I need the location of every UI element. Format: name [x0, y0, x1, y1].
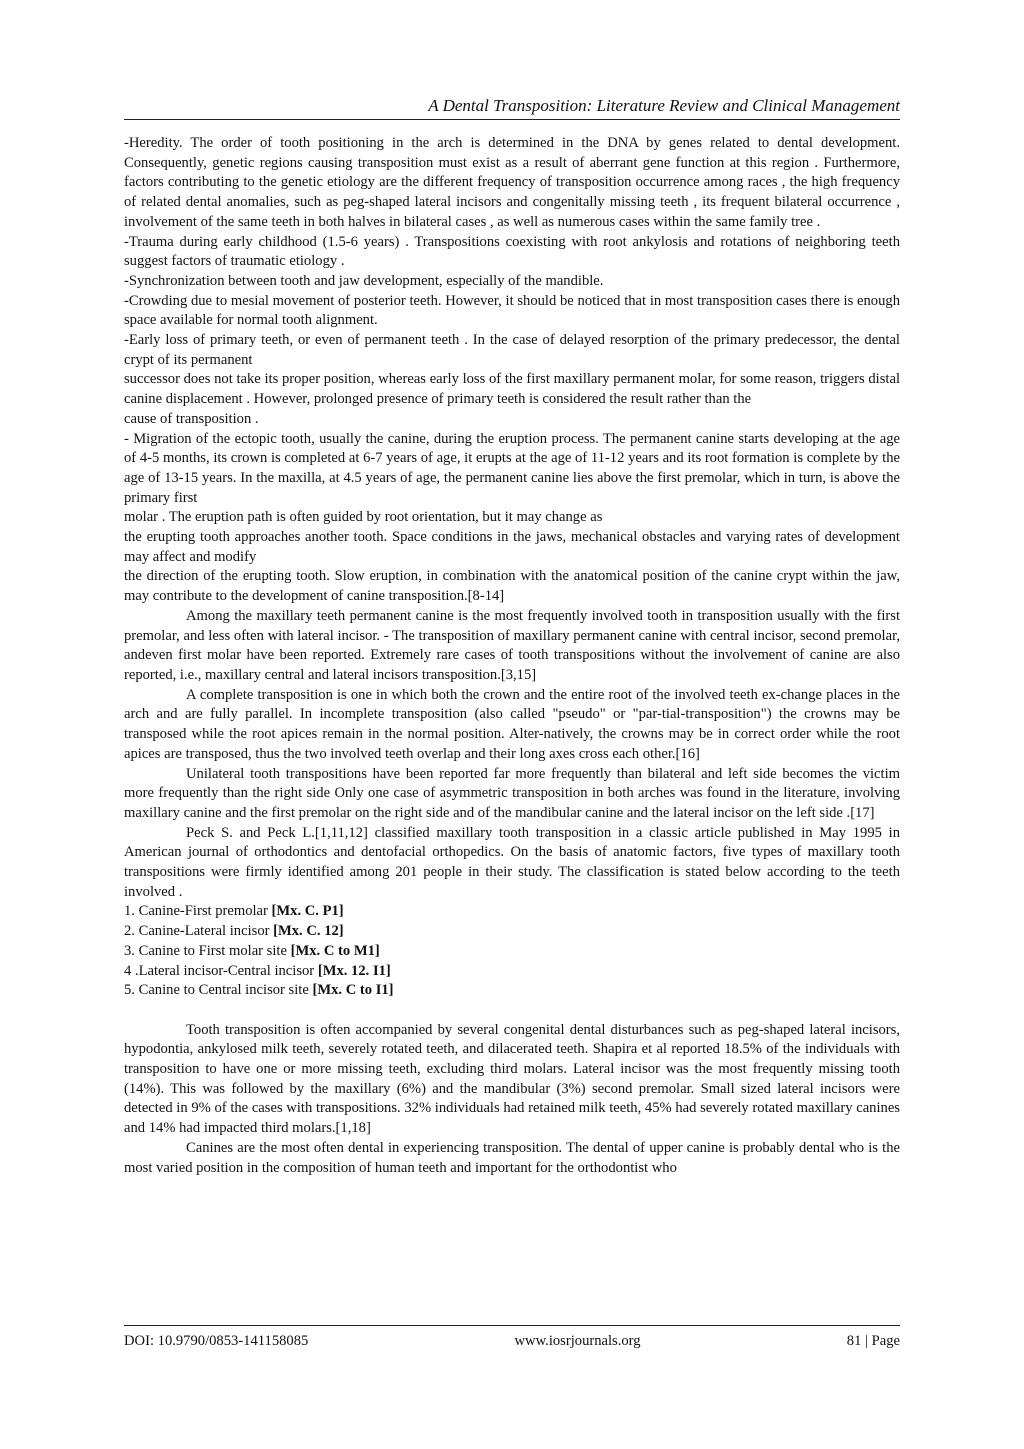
list-item-text: 4 .Lateral incisor-Central incisor [124, 962, 318, 979]
list-item-text: 5. Canine to Central incisor site [124, 982, 313, 999]
list-item-text: 2. Canine-Lateral incisor [124, 923, 274, 940]
list-item [124, 981, 900, 1001]
list-item-code: [Mx. 12. I1] [317, 962, 391, 979]
paragraph-migration-d: the direction of the erupting tooth. Slow eruption, in combination with the anatomical position of the canine crypt within the jaw, may contribute to the development of canine transposition.[8-14] [124, 568, 900, 605]
list-item-code: [Mx. C. 12] [273, 923, 344, 940]
paragraph-heredity: -Heredity. The order of tooth positioning in the arch is determined in the DNA by genes related to dental development. Consequently, genetic regions causing transposition must exist as a result of aberrant gene function at this region . Furthermore, factors contributing to the genetic etiology are the different frequency of transposition occurrence among races , the high frequency of related dental anomalies, such as peg-shaped lateral incisors and congenitally missing teeth , its frequent bilateral occurrence , involvement of the same teeth in both halves in bilateral cases , as well as numerous cases within the same family tree . [124, 135, 900, 230]
classification-list [124, 902, 900, 1001]
footer-page-number: 81 | Page [846, 1333, 900, 1349]
paragraph-congenital-disturbances: Tooth transposition is often accompanied by several congenital dental disturbances such as peg-shaped lateral incisors, hypodontia, ankylosed milk teeth, severely rotated teeth, and dilacerated teeth. Shapira et al reported 18.5% of the individuals with transposition to have one or more missing teeth, excluding third molars. Lateral incisor was the most frequently missing tooth (14%). This was followed by the maxillary (6%) and the mandibular (3%) second premolar. Small sized lateral incisors were detected in 9% of the cases with transpositions. 32% individuals had retained milk teeth, 45% had severely rotated maxillary canines and 14% had impacted third molars.[1,18] [124, 1021, 900, 1137]
paragraph-peck-classification: Peck S. and Peck L.[1,11,12] classified maxillary tooth transposition in a classic article published in May 1995 in American journal of orthodontics and dentofacial orthopedics. On the basis of anatomic factors, five types of maxillary tooth transpositions were firmly identified among 201 people in their study. The classification is stated below according to the teeth involved . [124, 824, 900, 900]
paragraph-complete-transposition: A complete transposition is one in which both the crown and the entire root of the involved teeth ex-change places in the arch and are fully parallel. In incomplete transposition (also called "pseudo" or "par-tial-transposition") the crowns may be transposed while the root apices remain in the normal position. Alter-natively, the crowns may be in correct order while the root apices are transposed, thus the two involved teeth overlap and their long axes cross each other.[16] [124, 686, 900, 762]
paragraph-migration-b: molar . The eruption path is often guided by root orientation, but it may change as [124, 509, 603, 526]
paragraph-early-loss-a: -Early loss of primary teeth, or even of permanent teeth . In the case of delayed resorption of the primary predecessor, the dental crypt of its permanent [124, 332, 900, 368]
blank-line [124, 1001, 900, 1021]
list-item-code: [Mx. C. P1] [271, 903, 344, 920]
paragraph-synchronization: -Synchronization between tooth and jaw development, especially of the mandible. [124, 272, 604, 289]
list-item [124, 942, 900, 962]
page [124, 96, 900, 1178]
running-header: A Dental Transposition: Literature Review and Clinical Management [124, 96, 900, 120]
paragraph-canines: Canines are the most often dental in experiencing transposition. The dental of upper canine is probably dental who is the most varied position in the composition of human teeth and important for the orthodontist who [124, 1139, 900, 1176]
list-item-code: [Mx. C to M1] [290, 942, 380, 959]
paragraph-crowding: -Crowding due to mesial movement of posterior teeth. However, it should be noticed that in most transposition cases there is enough space available for normal tooth alignment. [124, 292, 900, 329]
footer-doi: DOI: 10.9790/0853-141158085 [124, 1333, 309, 1349]
footer-website: www.iosrjournals.org [514, 1333, 641, 1349]
paragraph-early-loss-c: cause of transposition . [124, 410, 259, 427]
article-body [124, 134, 900, 1178]
paragraph-migration-c: the erupting tooth approaches another tooth. Space conditions in the jaws, mechanical obstacles and varying rates of development may affect and modify [124, 529, 900, 565]
list-item-text: 1. Canine-First premolar [124, 903, 272, 920]
paragraph-trauma: -Trauma during early childhood (1.5-6 years) . Transpositions coexisting with root ankylosis and rotations of neighboring teeth suggest factors of traumatic etiology . [124, 233, 900, 270]
list-item-text: 3. Canine to First molar site [124, 942, 291, 959]
list-item-code: [Mx. C to I1] [312, 982, 394, 999]
paragraph-early-loss-b: successor does not take its proper position, whereas early loss of the first maxillary permanent molar, for some reason, triggers distal canine displacement . However, prolonged presence of primary teeth is considered the result rather than the [124, 371, 900, 408]
list-item [124, 902, 900, 922]
page-footer [124, 1325, 900, 1350]
paragraph-maxillary-teeth: Among the maxillary teeth permanent canine is the most frequently involved tooth in transposition usually with the first premolar, and less often with lateral incisor. - The transposition of maxillary permanent canine with central incisor, second premolar, andeven first molar have been reported. Extremely rare cases of tooth transpositions without the involvement of canine are also reported, i.e., maxillary central and lateral incisors transposition.[3,15] [124, 607, 900, 683]
paragraph-unilateral: Unilateral tooth transpositions have been reported far more frequently than bilateral and left side becomes the victim more frequently than the right side Only one case of asymmetric transposition in both arches was found in the literature, involving maxillary canine and the first premolar on the right side and of the mandibular canine and the lateral incisor on the left side .[17] [124, 765, 900, 821]
paragraph-migration-a: - Migration of the ectopic tooth, usually the canine, during the eruption process. The permanent canine starts developing at the age of 4-5 months, its crown is completed at 6-7 years of age, it erupts at the age of 11-12 years and its root formation is complete by the age of 13-15 years. In the maxilla, at 4.5 years of age, the permanent canine lies above the first premolar, which in turn, is above the primary first [124, 430, 900, 506]
list-item [124, 962, 900, 982]
list-item [124, 922, 900, 942]
